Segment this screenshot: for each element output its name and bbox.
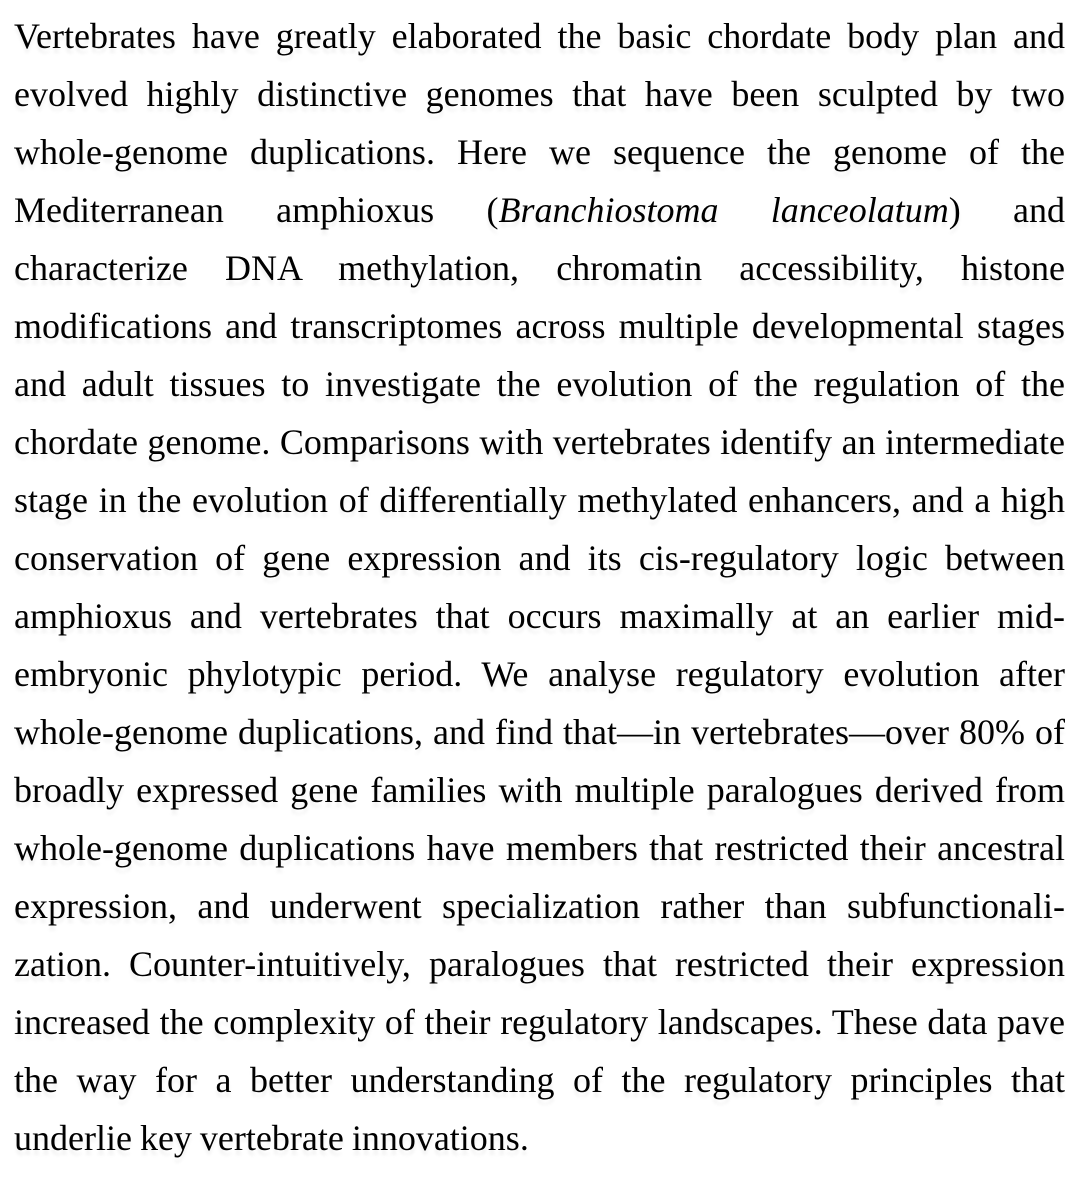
abstract-line: embryonic phylotypic period. We analyse regulatory evolution after [14,654,1065,694]
abstract-line: stage in the evolution of differentially methylated enhancers, and a high [14,480,1065,520]
abstract-line: expression, and underwent specialization rather than subfunctionali- [14,886,1065,926]
abstract-line: increased the complexity of their regulatory landscapes. These data pave [14,1002,1065,1042]
abstract-line: characterize DNA methylation, chromatin accessibility, histone [14,248,1065,288]
abstract-line: broadly expressed gene families with multiple paralogues derived from [14,770,1065,810]
abstract-line: the way for a better understanding of the regulatory principles that [14,1060,1065,1100]
abstract-line: modifications and transcriptomes across multiple developmental stages [14,306,1065,346]
abstract-line: chordate genome. Comparisons with vertebrates identify an intermediate [14,422,1065,462]
abstract-line-text: Mediterranean amphioxus ( [14,190,499,230]
species-name-italic: Branchiostoma lanceolatum [498,190,949,230]
abstract-line [14,181,1065,239]
abstract-line: conservation of gene expression and its cis-regulatory logic between [14,538,1065,578]
abstract-line: Vertebrates have greatly elaborated the basic chordate body plan and [14,16,1065,56]
abstract-line: evolved highly distinctive genomes that have been sculpted by two [14,74,1065,114]
abstract-line: underlie key vertebrate innovations. [14,1118,529,1158]
abstract-line-text: ) and [948,190,1066,230]
abstract-line: whole-genome duplications. Here we sequence the genome of the [14,132,1065,172]
abstract-line: zation. Counter-intuitively, paralogues that restricted their expression [14,944,1065,984]
abstract-line: amphioxus and vertebrates that occurs maximally at an earlier mid- [14,596,1065,636]
abstract-line: whole-genome duplications, and find that—in vertebrates—over 80% of [14,712,1065,752]
abstract-line: and adult tissues to investigate the evolution of the regulation of the [14,364,1065,404]
abstract-line: whole-genome duplications have members that restricted their ancestral [14,828,1065,868]
